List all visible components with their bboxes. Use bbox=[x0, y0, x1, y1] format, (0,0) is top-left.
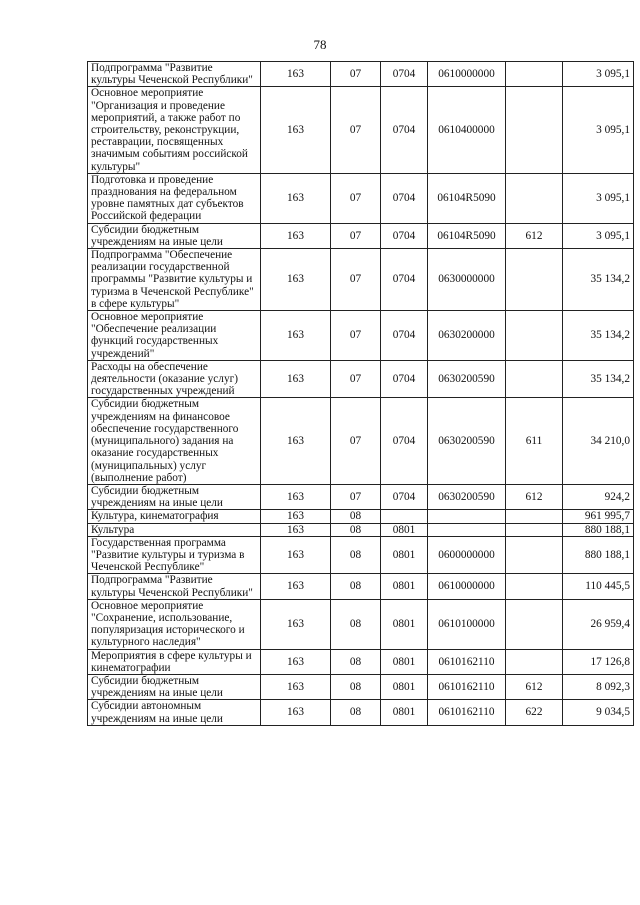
table-row bbox=[88, 599, 634, 649]
subsection-code-cell: 0704 bbox=[381, 62, 428, 87]
row-name-cell: Основное мероприятие "Сохранение, использование, популяризация исторического и культурного наследия" bbox=[88, 599, 261, 649]
table-row bbox=[88, 700, 634, 725]
target-code-cell: 0610000000 bbox=[428, 574, 506, 599]
budget-table bbox=[87, 61, 634, 726]
expense-type-cell bbox=[506, 649, 563, 674]
ministry-code-cell: 163 bbox=[261, 173, 331, 223]
table-row bbox=[88, 173, 634, 223]
target-code-cell: 0600000000 bbox=[428, 536, 506, 574]
section-code-cell: 07 bbox=[331, 249, 381, 311]
subsection-code-cell: 0801 bbox=[381, 574, 428, 599]
table-row bbox=[88, 249, 634, 311]
ministry-code-cell: 163 bbox=[261, 599, 331, 649]
expense-type-cell bbox=[506, 62, 563, 87]
expense-type-cell bbox=[506, 249, 563, 311]
subsection-code-cell: 0704 bbox=[381, 173, 428, 223]
row-name-cell: Культура bbox=[88, 523, 261, 536]
target-code-cell: 0610400000 bbox=[428, 87, 506, 173]
amount-cell: 110 445,5 bbox=[563, 574, 634, 599]
row-name-cell: Основное мероприятие "Организация и проведение мероприятий, а также работ по строительству, реконструкции, реставрации, посвященных значимым событиям российской культуры" bbox=[88, 87, 261, 173]
section-code-cell: 07 bbox=[331, 223, 381, 248]
expense-type-cell bbox=[506, 173, 563, 223]
section-code-cell: 08 bbox=[331, 700, 381, 725]
target-code-cell bbox=[428, 523, 506, 536]
table-row bbox=[88, 223, 634, 248]
expense-type-cell bbox=[506, 87, 563, 173]
ministry-code-cell: 163 bbox=[261, 223, 331, 248]
ministry-code-cell: 163 bbox=[261, 536, 331, 574]
row-name-cell: Государственная программа "Развитие культуры и туризма в Чеченской Республике" bbox=[88, 536, 261, 574]
section-code-cell: 08 bbox=[331, 536, 381, 574]
target-code-cell: 0610000000 bbox=[428, 62, 506, 87]
expense-type-cell bbox=[506, 574, 563, 599]
table-row bbox=[88, 398, 634, 484]
amount-cell: 34 210,0 bbox=[563, 398, 634, 484]
target-code-cell: 06104R5090 bbox=[428, 173, 506, 223]
ministry-code-cell: 163 bbox=[261, 510, 331, 523]
table-row bbox=[88, 574, 634, 599]
ministry-code-cell: 163 bbox=[261, 311, 331, 361]
row-name-cell: Субсидии бюджетным учреждениям на иные цели bbox=[88, 674, 261, 699]
ministry-code-cell: 163 bbox=[261, 649, 331, 674]
expense-type-cell bbox=[506, 599, 563, 649]
target-code-cell bbox=[428, 510, 506, 523]
subsection-code-cell: 0704 bbox=[381, 360, 428, 398]
table-row bbox=[88, 62, 634, 87]
target-code-cell: 06104R5090 bbox=[428, 223, 506, 248]
row-name-cell: Субсидии бюджетным учреждениям на финансовое обеспечение государственного (муниципального) задания на оказание государственных (муниципальных) услуг (выполнение работ) bbox=[88, 398, 261, 484]
row-name-cell: Расходы на обеспечение деятельности (оказание услуг) государственных учреждений bbox=[88, 360, 261, 398]
section-code-cell: 07 bbox=[331, 173, 381, 223]
amount-cell: 961 995,7 bbox=[563, 510, 634, 523]
budget-table-body bbox=[88, 62, 634, 726]
section-code-cell: 07 bbox=[331, 398, 381, 484]
table-row bbox=[88, 510, 634, 523]
section-code-cell: 08 bbox=[331, 649, 381, 674]
ministry-code-cell: 163 bbox=[261, 700, 331, 725]
target-code-cell: 0630200590 bbox=[428, 398, 506, 484]
ministry-code-cell: 163 bbox=[261, 360, 331, 398]
section-code-cell: 08 bbox=[331, 574, 381, 599]
expense-type-cell bbox=[506, 510, 563, 523]
row-name-cell: Мероприятия в сфере культуры и кинематографии bbox=[88, 649, 261, 674]
expense-type-cell: 612 bbox=[506, 484, 563, 509]
subsection-code-cell: 0801 bbox=[381, 536, 428, 574]
table-row bbox=[88, 523, 634, 536]
subsection-code-cell: 0704 bbox=[381, 484, 428, 509]
subsection-code-cell: 0801 bbox=[381, 674, 428, 699]
target-code-cell: 0630200590 bbox=[428, 360, 506, 398]
section-code-cell: 08 bbox=[331, 599, 381, 649]
subsection-code-cell bbox=[381, 510, 428, 523]
subsection-code-cell: 0704 bbox=[381, 87, 428, 173]
amount-cell: 880 188,1 bbox=[563, 536, 634, 574]
amount-cell: 880 188,1 bbox=[563, 523, 634, 536]
target-code-cell: 0610162110 bbox=[428, 700, 506, 725]
expense-type-cell bbox=[506, 536, 563, 574]
table-row bbox=[88, 649, 634, 674]
expense-type-cell bbox=[506, 360, 563, 398]
target-code-cell: 0630200000 bbox=[428, 311, 506, 361]
row-name-cell: Подпрограмма "Развитие культуры Чеченской Республики" bbox=[88, 62, 261, 87]
section-code-cell: 07 bbox=[331, 360, 381, 398]
subsection-code-cell: 0801 bbox=[381, 523, 428, 536]
subsection-code-cell: 0801 bbox=[381, 649, 428, 674]
target-code-cell: 0630000000 bbox=[428, 249, 506, 311]
row-name-cell: Субсидии бюджетным учреждениям на иные цели bbox=[88, 484, 261, 509]
amount-cell: 35 134,2 bbox=[563, 249, 634, 311]
subsection-code-cell: 0704 bbox=[381, 223, 428, 248]
row-name-cell: Подпрограмма "Обеспечение реализации государственной программы "Развитие культуры и туризма в Чеченской Республике" в сфере культуры" bbox=[88, 249, 261, 311]
target-code-cell: 0610162110 bbox=[428, 674, 506, 699]
ministry-code-cell: 163 bbox=[261, 249, 331, 311]
row-name-cell: Подпрограмма "Развитие культуры Чеченской Республики" bbox=[88, 574, 261, 599]
row-name-cell: Субсидии бюджетным учреждениям на иные цели bbox=[88, 223, 261, 248]
expense-type-cell bbox=[506, 523, 563, 536]
amount-cell: 35 134,2 bbox=[563, 311, 634, 361]
amount-cell: 35 134,2 bbox=[563, 360, 634, 398]
section-code-cell: 07 bbox=[331, 311, 381, 361]
table-row bbox=[88, 87, 634, 173]
table-row bbox=[88, 484, 634, 509]
ministry-code-cell: 163 bbox=[261, 674, 331, 699]
target-code-cell: 0610162110 bbox=[428, 649, 506, 674]
section-code-cell: 08 bbox=[331, 674, 381, 699]
subsection-code-cell: 0801 bbox=[381, 700, 428, 725]
expense-type-cell: 612 bbox=[506, 674, 563, 699]
section-code-cell: 08 bbox=[331, 523, 381, 536]
amount-cell: 3 095,1 bbox=[563, 173, 634, 223]
subsection-code-cell: 0801 bbox=[381, 599, 428, 649]
row-name-cell: Основное мероприятие "Обеспечение реализации функций государственных учреждений" bbox=[88, 311, 261, 361]
ministry-code-cell: 163 bbox=[261, 574, 331, 599]
amount-cell: 26 959,4 bbox=[563, 599, 634, 649]
table-row bbox=[88, 674, 634, 699]
target-code-cell: 0610100000 bbox=[428, 599, 506, 649]
amount-cell: 3 095,1 bbox=[563, 87, 634, 173]
subsection-code-cell: 0704 bbox=[381, 311, 428, 361]
ministry-code-cell: 163 bbox=[261, 523, 331, 536]
page-number: 78 bbox=[313, 37, 327, 52]
subsection-code-cell: 0704 bbox=[381, 249, 428, 311]
expense-type-cell bbox=[506, 311, 563, 361]
target-code-cell: 0630200590 bbox=[428, 484, 506, 509]
ministry-code-cell: 163 bbox=[261, 398, 331, 484]
table-row bbox=[88, 360, 634, 398]
ministry-code-cell: 163 bbox=[261, 484, 331, 509]
table-row bbox=[88, 311, 634, 361]
section-code-cell: 08 bbox=[331, 510, 381, 523]
expense-type-cell: 611 bbox=[506, 398, 563, 484]
section-code-cell: 07 bbox=[331, 87, 381, 173]
amount-cell: 3 095,1 bbox=[563, 223, 634, 248]
amount-cell: 3 095,1 bbox=[563, 62, 634, 87]
amount-cell: 17 126,8 bbox=[563, 649, 634, 674]
expense-type-cell: 612 bbox=[506, 223, 563, 248]
section-code-cell: 07 bbox=[331, 484, 381, 509]
amount-cell: 924,2 bbox=[563, 484, 634, 509]
row-name-cell: Подготовка и проведение празднования на федеральном уровне памятных дат субъектов Российской федерации bbox=[88, 173, 261, 223]
amount-cell: 9 034,5 bbox=[563, 700, 634, 725]
amount-cell: 8 092,3 bbox=[563, 674, 634, 699]
row-name-cell: Субсидии автономным учреждениям на иные цели bbox=[88, 700, 261, 725]
table-row bbox=[88, 536, 634, 574]
subsection-code-cell: 0704 bbox=[381, 398, 428, 484]
row-name-cell: Культура, кинематография bbox=[88, 510, 261, 523]
ministry-code-cell: 163 bbox=[261, 87, 331, 173]
ministry-code-cell: 163 bbox=[261, 62, 331, 87]
section-code-cell: 07 bbox=[331, 62, 381, 87]
expense-type-cell: 622 bbox=[506, 700, 563, 725]
